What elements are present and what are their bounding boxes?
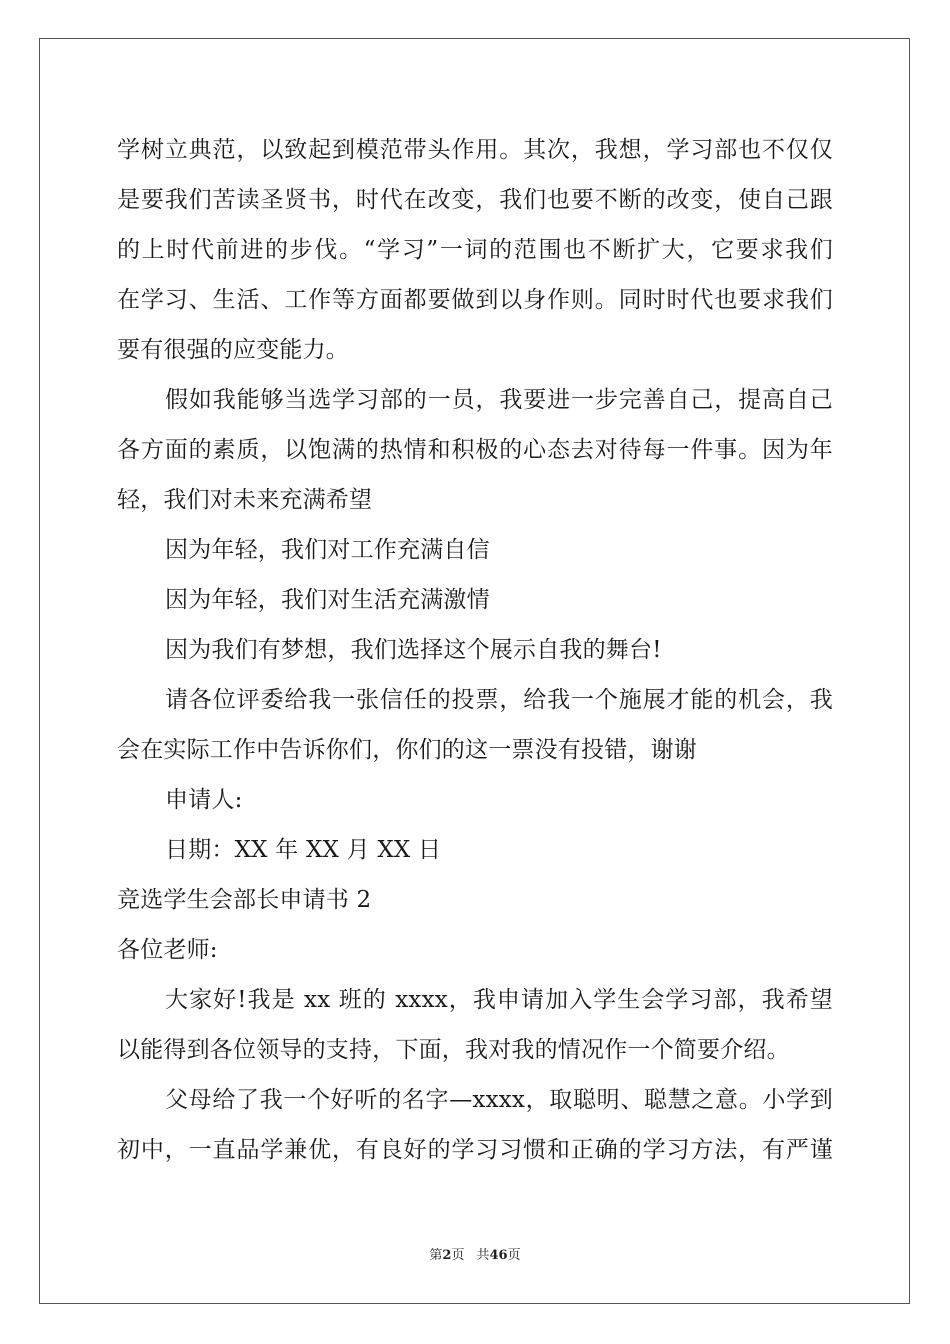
- text-line-11: 因为我们有梦想，我们选择这个展示自我的舞台!: [165, 637, 662, 663]
- text-line-7: 各方面的素质，以饱满的热情和积极的心态去对待每一件事。因为年: [117, 437, 833, 463]
- text-line-18: 大家好!我是 xx 班的 xxxx，我申请加入学生会学习部，我希望: [165, 987, 833, 1013]
- page-footer: [0, 1247, 950, 1265]
- text-line-19: 以能得到各位领导的支持，下面，我对我的情况作一个简要介绍。: [117, 1037, 790, 1063]
- text-line-8: 轻，我们对未来充满希望: [117, 487, 373, 513]
- total-suffix: 页: [507, 1248, 521, 1263]
- date-label: 日期：XX 年 XX 月 XX 日: [165, 837, 442, 863]
- text-line-2: 是要我们苦读圣贤书，时代在改变，我们也要不断的改变，使自己跟: [117, 187, 833, 213]
- total-pages: 46: [489, 1248, 508, 1263]
- section-heading: 竞选学生会部长申请书 2: [117, 887, 372, 913]
- page-suffix: 页: [451, 1248, 465, 1263]
- text-line-21: 初中，一直品学兼优，有良好的学习习惯和正确的学习方法，有严谨: [117, 1137, 833, 1163]
- text-line-5: 要有很强的应变能力。: [117, 337, 349, 363]
- text-line-12: 请各位评委给我一张信任的投票，给我一个施展才能的机会，我: [165, 687, 833, 713]
- text-line-4: 在学习、生活、工作等方面都要做到以身作则。同时时代也要求我们: [117, 287, 833, 313]
- paragraph-start-line: 假如我能够当选学习部的一员，我要进一步完善自己，提高自己: [165, 387, 833, 413]
- text-line-20: 父母给了我一个好听的名字—xxxx，取聪明、聪慧之意。小学到: [165, 1087, 833, 1113]
- text-line-9: 因为年轻，我们对工作充满自信: [165, 537, 490, 563]
- text-line-3: 的上时代前进的步伐。“学习”一词的范围也不断扩大，它要求我们: [117, 237, 833, 263]
- page-prefix: 第: [429, 1248, 443, 1263]
- page-number: 2: [442, 1248, 452, 1263]
- applicant-label: 申请人:: [165, 787, 243, 813]
- text-line-13: 会在实际工作中告诉你们，你们的这一票没有投错，谢谢: [117, 737, 697, 763]
- salutation: 各位老师:: [117, 937, 218, 963]
- total-prefix: 共: [476, 1248, 490, 1263]
- text-line-10: 因为年轻，我们对生活充满激情: [165, 587, 490, 613]
- text-line-1: 学树立典范，以致起到模范带头作用。其次，我想，学习部也不仅仅: [117, 137, 833, 163]
